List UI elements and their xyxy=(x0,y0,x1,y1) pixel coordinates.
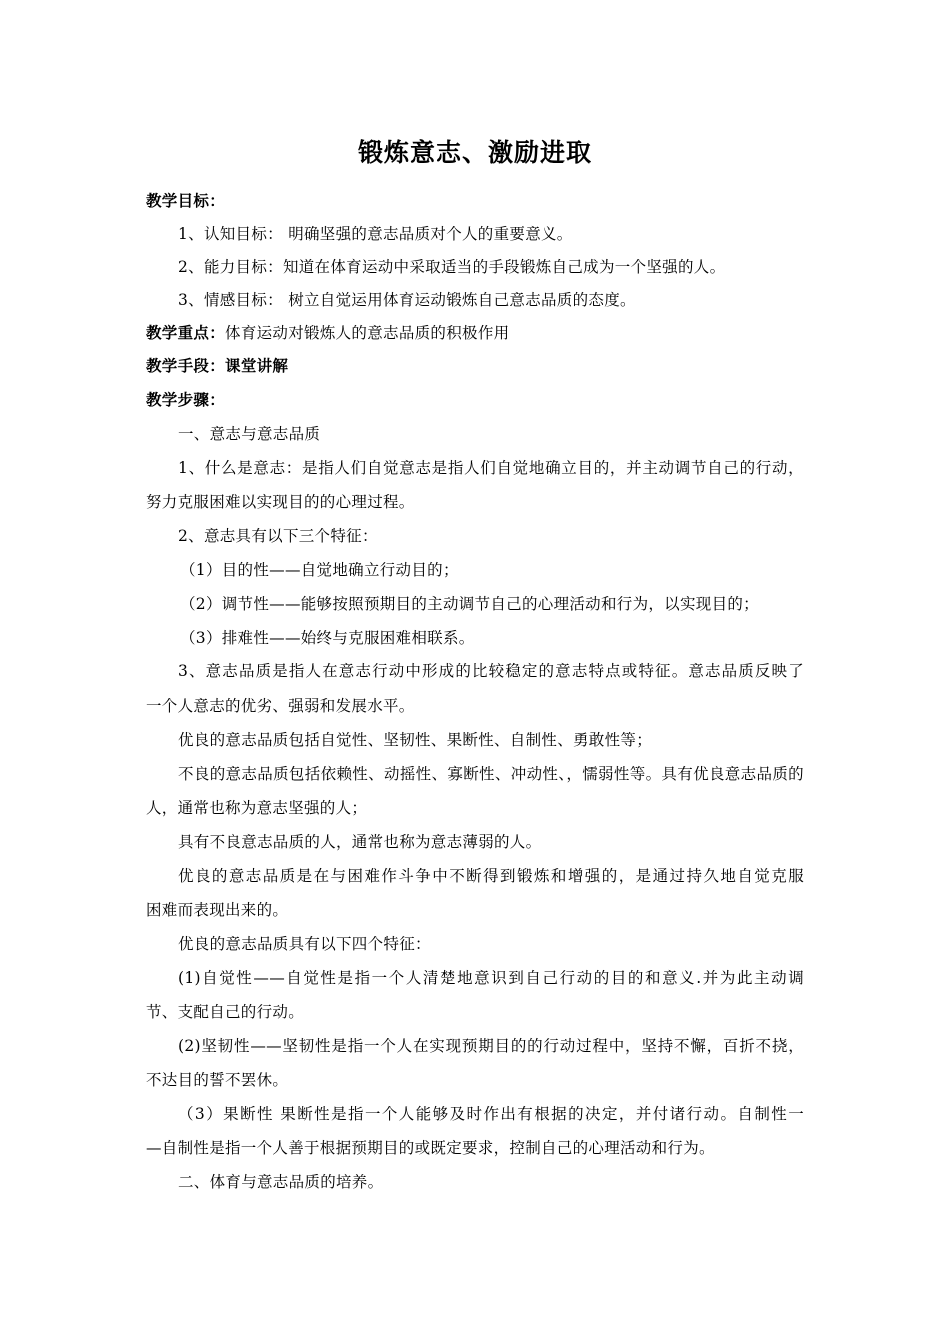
p2-features-intro: 2、意志具有以下三个特征： xyxy=(178,527,378,545)
section-2-title: 二、体育与意志品质的培养。 xyxy=(178,1173,384,1191)
method-line xyxy=(146,355,288,377)
p3-line-b: 一个人意志的优劣、强弱和发展水平。 xyxy=(146,697,415,715)
feature-3: （3）排难性——始终与克服困难相联系。 xyxy=(180,629,475,647)
focus-line xyxy=(146,322,509,344)
weak-will-line: 具有不良意志品质的人，通常也称为意志薄弱的人。 xyxy=(178,833,542,851)
formation-line-b: 困难而表现出来的。 xyxy=(146,901,289,919)
p1-line-a: 1、什么是意志：是指人们自觉意志是指人们自觉地确立目的，并主动调节自己的行动， xyxy=(178,459,804,477)
feature-2: （2）调节性——能够按照预期目的主动调节自己的心理活动和行为，以实现目的； xyxy=(180,595,759,613)
char-1-line-b: 节、支配自己的行动。 xyxy=(146,1003,305,1021)
focus-label: 教学重点： xyxy=(146,324,226,342)
feature-1: （1）目的性——自觉地确立行动目的； xyxy=(180,561,459,579)
section-1-title: 一、意志与意志品质 xyxy=(178,425,321,443)
char-3-line-a: （3）果断性 果断性是指一个人能够及时作出有根据的决定，并付诸行动。自制性一 xyxy=(178,1105,804,1123)
steps-heading: 教学步骤： xyxy=(146,391,226,409)
bad-qualities-line-b: 人，通常也称为意志坚强的人； xyxy=(146,799,368,817)
char-1-line-a: (1)自觉性——自觉性是指一个人清楚地意识到自己行动的目的和意义.并为此主动调 xyxy=(178,969,804,987)
char-2-line-a: (2)坚韧性——坚韧性是指一个人在实现预期目的的行动过程中，坚持不懈，百折不挠， xyxy=(178,1037,804,1055)
method-label: 教学手段： xyxy=(146,357,226,375)
method-text: 课堂讲解 xyxy=(225,357,289,375)
p3-line-a: 3、意志品质是指人在意志行动中形成的比较稳定的意志特点或特征。意志品质反映了 xyxy=(178,662,804,680)
p1-line-b: 努力克服困难以实现目的的心理过程。 xyxy=(146,493,415,511)
goals-heading: 教学目标： xyxy=(146,192,226,210)
focus-text: 体育运动对锻炼人的意志品质的积极作用 xyxy=(225,324,510,342)
char-2-line-b: 不达目的誓不罢休。 xyxy=(146,1071,289,1089)
document-title: 锻炼意志、激励进取 xyxy=(357,138,592,167)
goal-cognitive: 1、认知目标： 明确坚强的意志品质对个人的重要意义。 xyxy=(178,225,573,243)
bad-qualities-line-a: 不良的意志品质包括依赖性、动摇性、寡断性、冲动性、，懦弱性等。具有优良意志品质的 xyxy=(178,765,804,783)
goal-emotion: 3、情感目标： 树立自觉运用体育运动锻炼自己意志品质的态度。 xyxy=(178,291,636,309)
char-3-line-b: —自制性是指一个人善于根据预期目的或既定要求，控制自己的心理活动和行为。 xyxy=(146,1139,715,1157)
formation-line-a: 优良的意志品质是在与困难作斗争中不断得到锻炼和增强的，是通过持久地自觉克服 xyxy=(178,867,804,885)
goal-ability: 2、能力目标：知道在体育运动中采取适当的手段锻炼自己成为一个坚强的人。 xyxy=(178,258,726,276)
good-qualities: 优良的意志品质包括自觉性、坚韧性、果断性、自制性、勇敢性等； xyxy=(178,731,653,749)
four-features-intro: 优良的意志品质具有以下四个特征： xyxy=(178,935,431,953)
